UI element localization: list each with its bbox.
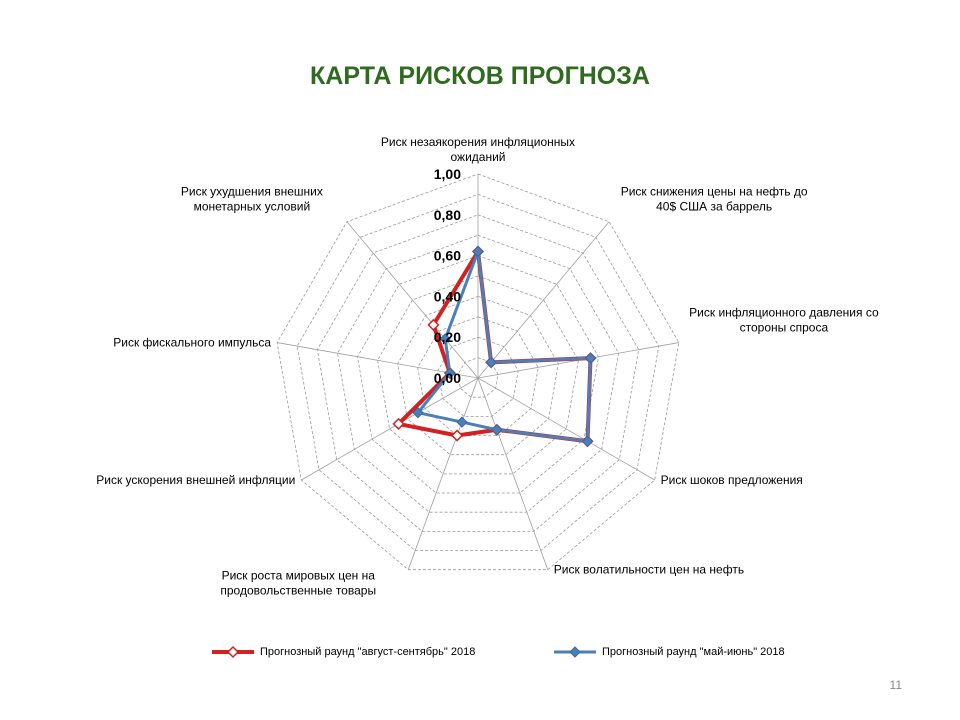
series-point-may-jun — [583, 436, 593, 446]
tick-label: 0,00 — [433, 370, 461, 386]
category-label: Риск ухудшения внешних монетарных условий — [180, 184, 323, 214]
legend-swatch-aug-sep — [210, 645, 256, 659]
category-label: Риск волатильности цен на нефть — [553, 562, 745, 577]
tick-label: 1,00 — [433, 166, 461, 182]
legend-label-aug-sep: Прогнозный раунд "август-сентябрь" 2018 — [260, 646, 476, 658]
series-point-may-jun — [457, 417, 467, 427]
category-label: Риск шоков предложения — [660, 473, 803, 487]
category-label: Риск фискального импульса — [113, 335, 272, 350]
series-point-may-jun — [486, 357, 496, 367]
legend-item-may-jun — [552, 645, 785, 659]
tick-label: 0,80 — [433, 206, 461, 223]
tick-label: 0,60 — [433, 247, 461, 264]
radar-spoke — [408, 378, 478, 570]
legend-item-aug-sep — [210, 645, 475, 659]
chart-title: КАРТА РИСКОВ ПРОГНОЗА — [310, 62, 650, 90]
series-line-aug-sep — [398, 252, 590, 442]
legend-label-may-jun: Прогнозный раунд "май-июнь" 2018 — [602, 646, 785, 658]
legend-swatch-may-jun — [552, 645, 598, 659]
chart-legend — [0, 645, 960, 665]
category-label: Риск ускорения внешней инфляции — [96, 473, 296, 487]
series-point-may-jun — [586, 353, 596, 363]
tick-label: 0,20 — [433, 329, 461, 346]
series-point-may-jun — [492, 425, 502, 435]
radar-spoke — [301, 378, 478, 480]
series-point-aug-sep — [452, 431, 462, 441]
category-label: Риск инфляционного давления со стороны спроса — [689, 305, 879, 335]
tick-label: 0,40 — [433, 288, 461, 305]
radar-spoke — [478, 378, 548, 570]
page-number: 11 — [889, 678, 902, 692]
category-label: Риск снижения цены на нефть до 40$ США за баррель — [620, 184, 808, 214]
category-label: Риск незаякорения инфляционных ожиданий — [380, 135, 576, 164]
category-label: Риск роста мировых цен на продовольственные товары — [220, 568, 377, 598]
